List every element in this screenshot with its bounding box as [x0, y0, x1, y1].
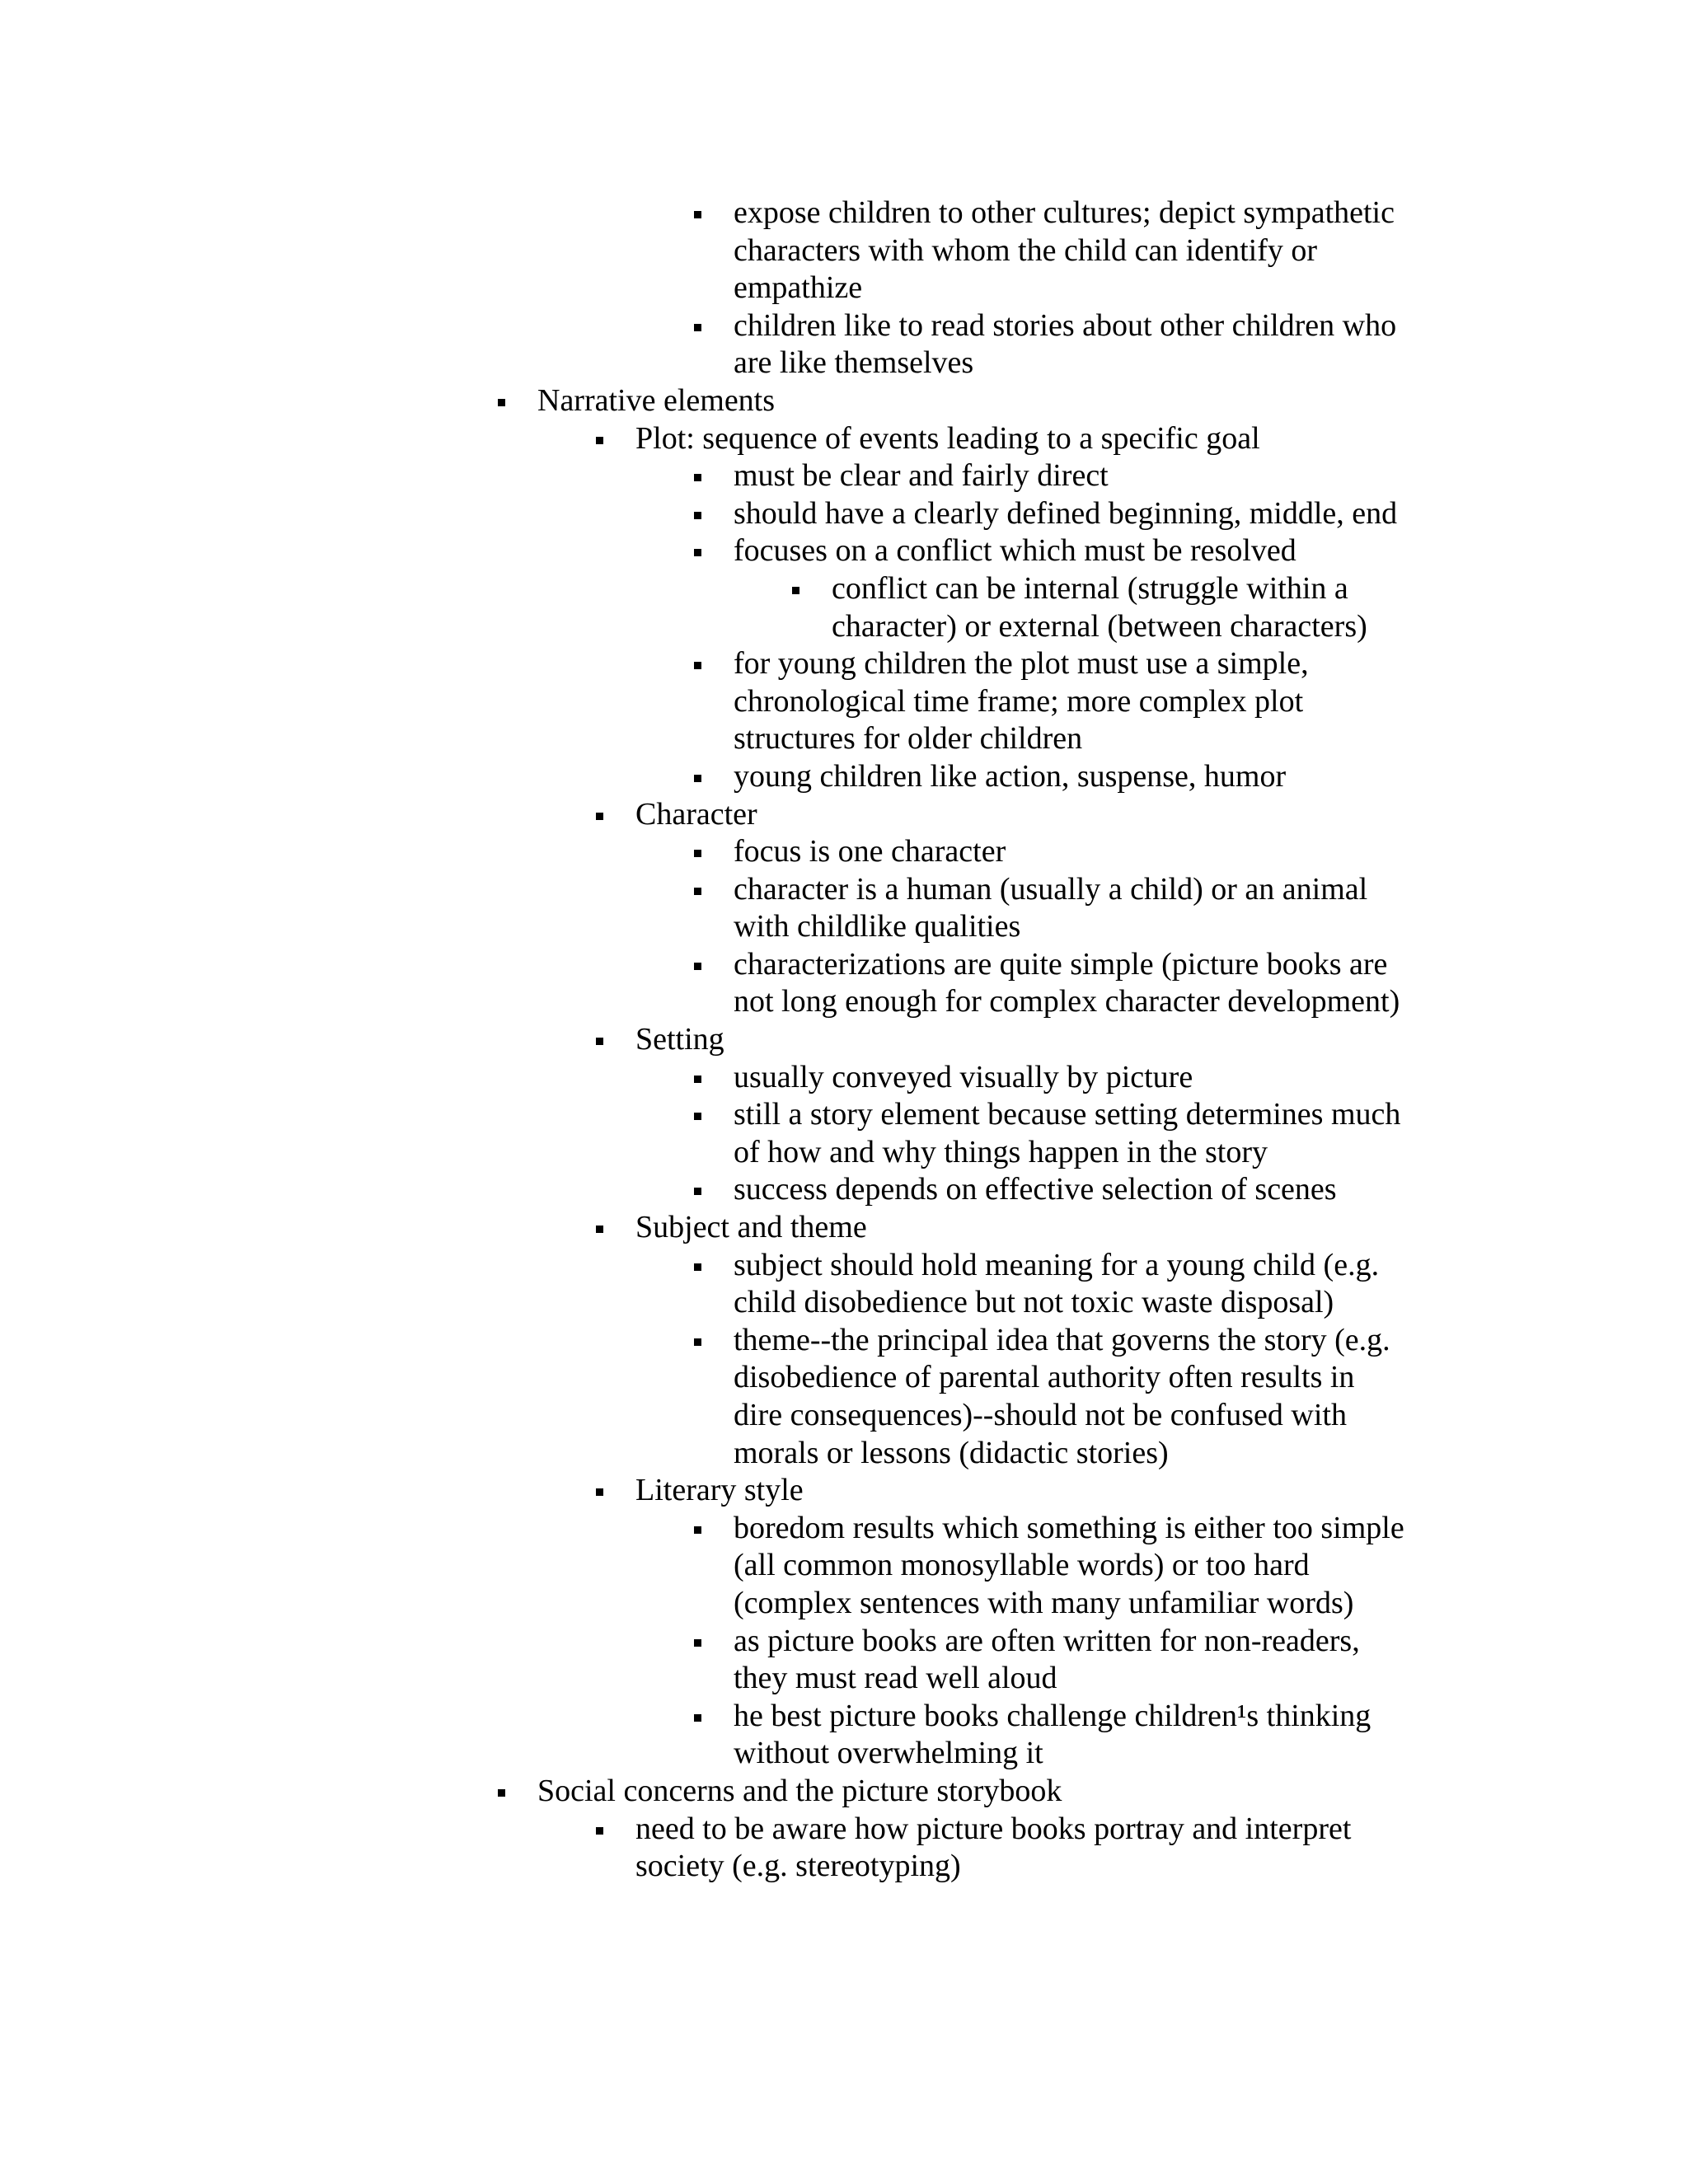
outline-item-text: characterizations are quite simple (picture books are not long enough for complex character development) [734, 946, 1400, 1019]
square-bullet-icon [596, 1827, 603, 1835]
square-bullet-icon [694, 1188, 701, 1195]
outline-item-text: Plot: sequence of events leading to a specific goal [635, 420, 1260, 456]
outline-item-level-2 [635, 1472, 1460, 1510]
square-bullet-icon [694, 888, 701, 895]
outline-item-text: he best picture books challenge children¹s thinking without overwhelming it [734, 1698, 1372, 1771]
outline-item-text: still a story element because setting determines much of how and why things happen in the story [734, 1097, 1401, 1169]
outline-item-text: Literary style [635, 1473, 804, 1508]
square-bullet-icon [694, 662, 701, 669]
outline-item-level-3 [734, 457, 1426, 495]
square-bullet-icon [694, 850, 701, 857]
square-bullet-icon [694, 1714, 701, 1722]
square-bullet-icon [694, 211, 701, 218]
outline-item-level-3 [734, 307, 1426, 382]
outline-item-text: subject should hold meaning for a young child (e.g. child disobedience but not toxic waste disposal) [734, 1247, 1380, 1320]
square-bullet-icon [596, 1226, 603, 1233]
outline-item-text: theme--the principal idea that governs the story (e.g. disobedience of parental authority often results in dire consequences)--should not be confused with morals or lessons (didactic stories) [734, 1322, 1390, 1470]
outline-item-text: boredom results which something is either too simple (all common monosyllable words) or too hard (complex sentences with many unfamiliar words) [734, 1510, 1404, 1620]
outline-item-text: expose children to other cultures; depict sympathetic characters with whom the child can identify or empathize [734, 195, 1395, 306]
outline-item-text: children like to read stories about other children who are like themselves [734, 307, 1397, 381]
square-bullet-icon [792, 587, 799, 594]
bulleted-outline [0, 194, 1688, 1886]
outline-item-level-3 [734, 1698, 1426, 1773]
outline-item-level-3 [734, 1247, 1426, 1322]
square-bullet-icon [596, 1488, 603, 1496]
outline-item-level-1 [537, 1773, 1444, 1811]
outline-item-level-3 [734, 194, 1426, 307]
square-bullet-icon [694, 324, 701, 331]
outline-item-text: need to be aware how picture books portray and interpret society (e.g. stereotyping) [635, 1811, 1352, 1884]
outline-item-text: conflict can be internal (struggle within a character) or external (between characters) [832, 570, 1367, 644]
outline-item-level-3 [734, 833, 1426, 871]
square-bullet-icon [694, 1113, 701, 1120]
outline-item-level-2 [635, 1209, 1460, 1247]
outline-item-level-2 [635, 1021, 1460, 1059]
outline-item-text: character is a human (usually a child) or an animal with childlike qualities [734, 871, 1368, 944]
square-bullet-icon [694, 775, 701, 782]
outline-item-text: Subject and theme [635, 1210, 867, 1245]
outline-item-level-3 [734, 1059, 1426, 1097]
outline-item-text: as picture books are often written for non-readers, they must read well aloud [734, 1623, 1360, 1696]
outline-item-level-3 [734, 1322, 1426, 1472]
square-bullet-icon [498, 399, 505, 406]
outline-item-level-3 [734, 1510, 1426, 1623]
outline-item-text: Narrative elements [537, 382, 776, 418]
outline-item-text: Social concerns and the picture storybook [537, 1773, 1062, 1808]
outline-item-text: Character [635, 796, 757, 832]
square-bullet-icon [596, 437, 603, 444]
square-bullet-icon [694, 474, 701, 481]
outline-item-level-3 [734, 1623, 1426, 1698]
outline-item-level-1 [537, 382, 1444, 420]
square-bullet-icon [694, 1338, 701, 1346]
outline-item-level-2 [635, 420, 1460, 458]
outline-item-level-4 [832, 570, 1409, 645]
outline-item-level-3 [734, 1096, 1426, 1171]
outline-item-level-3 [734, 532, 1426, 570]
outline-item-text: focuses on a conflict which must be resolved [734, 533, 1296, 569]
outline-item-level-3 [734, 871, 1426, 946]
outline-item-text: success depends on effective selection of scenes [734, 1172, 1337, 1207]
outline-item-level-2 [635, 796, 1460, 834]
outline-item-text: young children like action, suspense, humor [734, 758, 1287, 794]
square-bullet-icon [694, 963, 701, 970]
outline-item-text: should have a clearly defined beginning, middle, end [734, 495, 1398, 531]
outline-item-level-3 [734, 758, 1426, 796]
outline-item-level-3 [734, 1171, 1426, 1209]
square-bullet-icon [694, 1526, 701, 1534]
square-bullet-icon [694, 512, 701, 519]
outline-item-text: Setting [635, 1022, 724, 1057]
square-bullet-icon [694, 549, 701, 556]
outline-item-text: focus is one character [734, 834, 1006, 869]
outline-item-level-2 [635, 1811, 1460, 1886]
square-bullet-icon [596, 1038, 603, 1045]
outline-item-level-3 [734, 946, 1426, 1021]
square-bullet-icon [694, 1263, 701, 1271]
outline-item-level-3 [734, 645, 1426, 758]
square-bullet-icon [694, 1639, 701, 1647]
outline-item-text: must be clear and fairly direct [734, 458, 1109, 494]
square-bullet-icon [694, 1076, 701, 1083]
outline-item-text: for young children the plot must use a simple, chronological time frame; more complex plot structures for older children [734, 646, 1309, 757]
outline-item-level-3 [734, 495, 1426, 533]
square-bullet-icon [498, 1789, 505, 1797]
outline-item-text: usually conveyed visually by picture [734, 1059, 1193, 1094]
square-bullet-icon [596, 813, 603, 820]
